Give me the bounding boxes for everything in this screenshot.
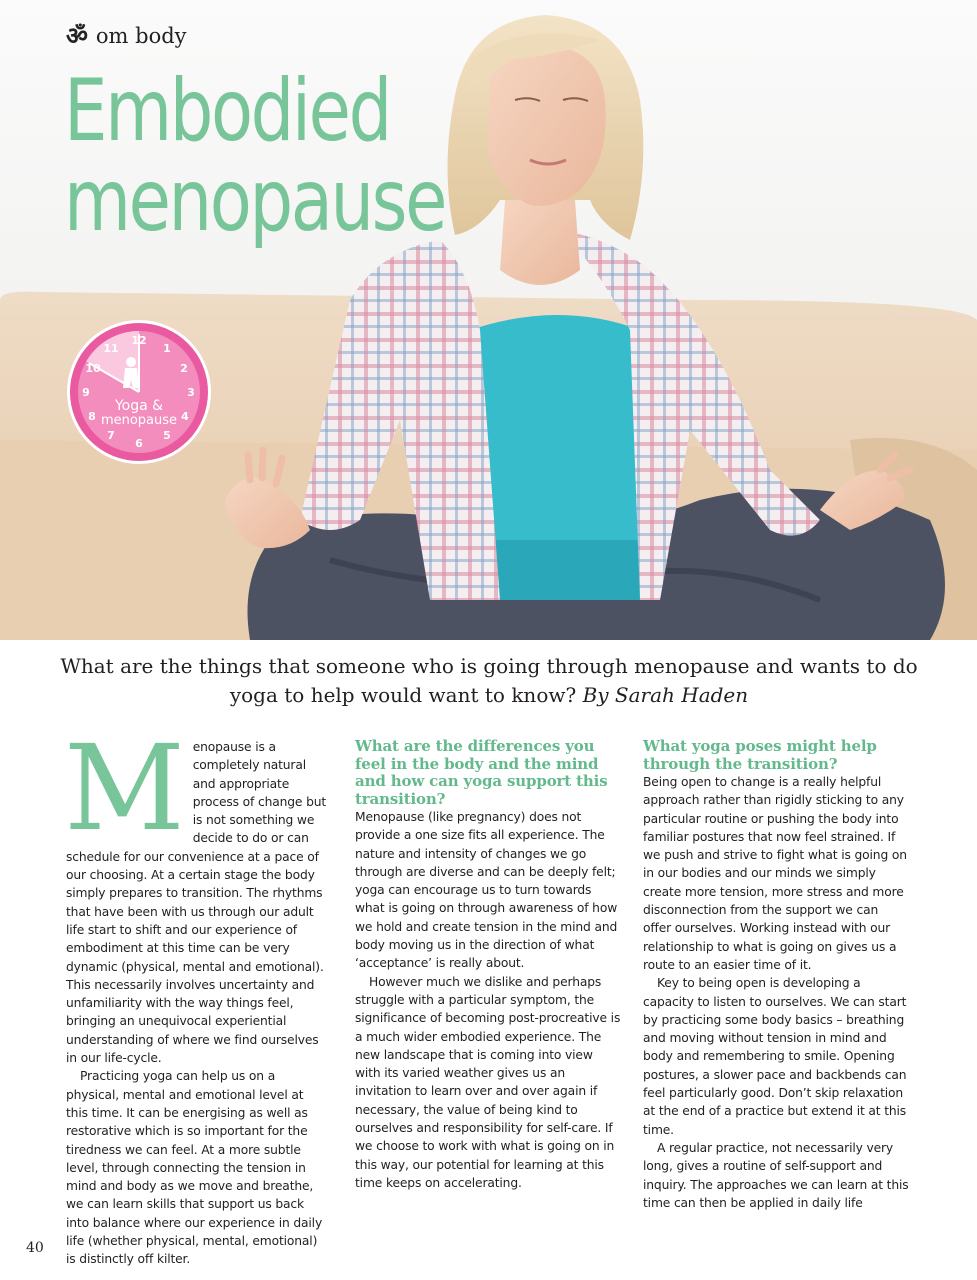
intro-paragraph	[64, 719, 328, 1067]
clock-badge-graphic	[65, 318, 213, 466]
byline: By Sarah Haden	[582, 683, 749, 707]
body-paragraph: A regular practice, not necessarily very long, gives a routine of self-support and inquiry. The approaches we can learn at this time can then be applied in daily life	[643, 1140, 909, 1210]
badge-label-line-1: Yoga &	[114, 398, 164, 414]
body-paragraph: Key to being open is developing a capacity to listen to ourselves. We can start by practicing some body basics – breathing and moving without tension in mind and body and remembering to smile. Opening postures, a slower pace and backbends can feel particularly good. Don’t skip relaxation at the end of a practice but extend it at this time.	[643, 976, 907, 1137]
subheading: What are the differences you feel in the body and the mind and how can yoga support this transition?	[355, 737, 608, 808]
clock-number: 1	[163, 342, 171, 355]
clock-number: 2	[180, 362, 188, 375]
column-2	[355, 738, 621, 1192]
body-paragraph: However much we dislike and perhaps struggle with a particular symptom, the significance of becoming post-procreative is a much wider embodied experience. The new landscape that is coming into view with its varied weather gives us an invitation to learn over and over again if necessary, the value of being kind to ourselves and responsibility for self-care. If we choose to work with what is going on in this way, our potential for learning at this time keeps on accelerating.	[355, 974, 621, 1190]
badge-label-line-2: menopause	[100, 413, 178, 428]
section-tag	[66, 24, 187, 48]
body-paragraph: Being open to change is a really helpful approach rather than rigidly sticking to any particular routine or pushing the body into familiar postures that now feel strained. If we push and strive to fight what is going on in our bodies and our minds we simply create more tension, more stress and more disconnection from the support we can offer ourselves. Working instead with our relationship to what is going on gives us a route to an easier time of it.	[643, 775, 907, 972]
drop-cap: M	[64, 719, 185, 857]
subheading: What yoga poses might help through the transition?	[643, 737, 877, 773]
clock-number: 6	[135, 437, 143, 450]
article-title	[64, 61, 446, 251]
column-1	[64, 719, 328, 1269]
clock-number: 4	[181, 410, 189, 423]
clock-number: 7	[107, 429, 115, 442]
om-icon: ॐ	[66, 22, 88, 50]
clock-badge-icon	[65, 318, 213, 466]
clock-number: 12	[131, 334, 147, 347]
clock-number: 10	[85, 362, 101, 375]
clock-number: 5	[163, 429, 171, 442]
section-name: om body	[95, 24, 187, 48]
standfirst	[60, 652, 918, 710]
title-line-2: menopause	[64, 151, 446, 251]
body-paragraph: Menopause (like pregnancy) does not provide a one size fits all experience. The nature and intensity of changes we go through are diverse and can be deeply felt; yoga can encourage us to turn towards what is going on through awareness of how we hold and create tension in the mind and body moving us in the direction of what ‘acceptance’ is really about.	[355, 810, 618, 971]
column-3	[643, 738, 909, 1212]
clock-number: 9	[82, 386, 90, 399]
page-number: 40	[26, 1240, 44, 1256]
body-paragraph: Practicing yoga can help us on a physical, mental and emotional level at this time. It can be energising as well as restorative which is so important for the tiredness we can feel. At a more subtle level, through connecting the tension in mind and body as we move and breathe, we can learn skills that support us back into balance where our experience in daily life (whether physical, mental, emotional) is distinctly off kilter.	[66, 1069, 323, 1267]
title-line-1: Embodied	[64, 61, 390, 161]
clock-number: 11	[103, 342, 119, 355]
intro-text: enopause is a completely natural and appropriate process of change but is not something we decide to do or can schedule for our convenience at a pace of our choosing. At a certain stage the body simply prepares to transition. The rhythms that have been with us through our adult life start to shift and our experience of embodiment at this time can be very dynamic (physical, mental and emotional). This necessarily involves uncertainty and unfamiliarity with the way things feel, bringing an unequivocal experiential understanding of where we find ourselves in our life-cycle.	[66, 740, 327, 1066]
clock-number: 8	[88, 410, 96, 423]
clock-number: 3	[187, 386, 195, 399]
standfirst-text: What are the things that someone who is going through menopause and wants to do yoga to help would want to know?	[60, 654, 918, 707]
